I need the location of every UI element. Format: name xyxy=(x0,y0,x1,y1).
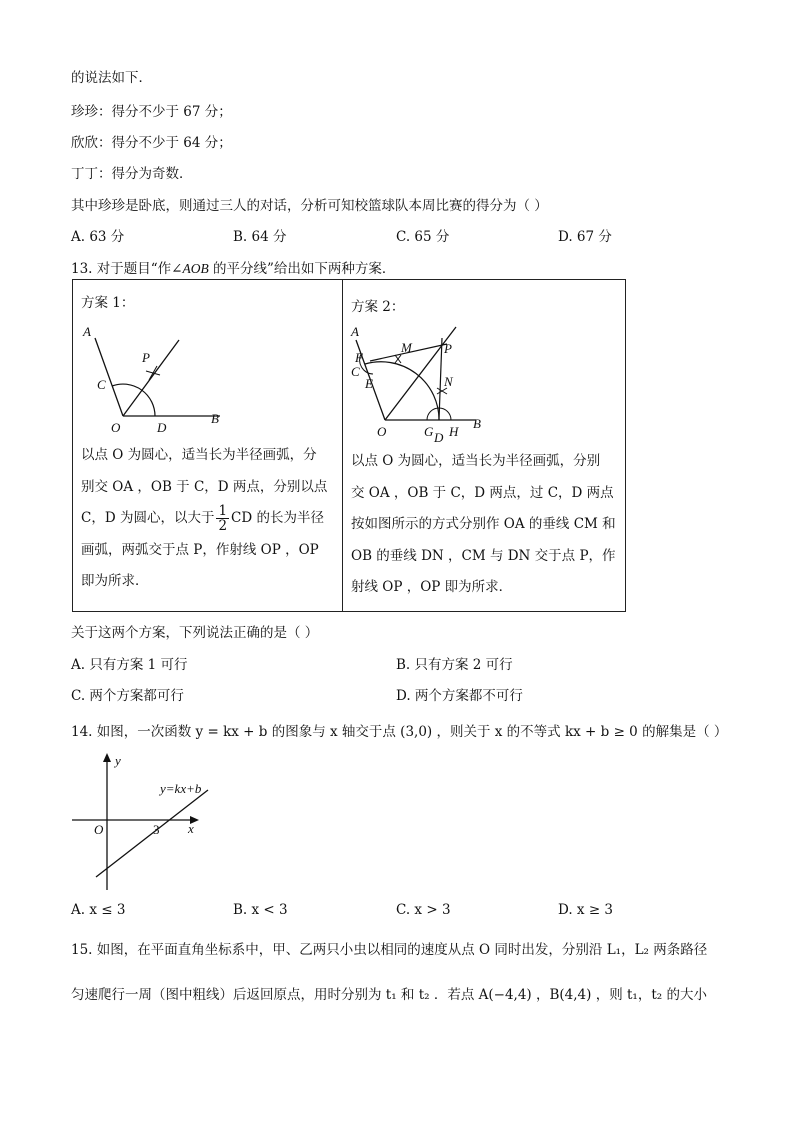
plan1-line3b: CD 的长为半径 xyxy=(231,510,324,526)
q13-option-d: D. 两个方案都不可行 xyxy=(396,688,523,704)
plan1-figure xyxy=(73,318,341,438)
q12-option-a: A. 63 分 xyxy=(71,229,125,245)
plan2-line3: 按如图所示的方式分别作 OA 的垂线 CM 和 xyxy=(351,516,616,532)
plan1-line4: 画弧，两弧交于点 P，作射线 OP ，OP xyxy=(81,541,319,558)
q14-label-origin: O xyxy=(94,822,104,837)
plan1-label-p: P xyxy=(142,350,150,365)
q12-option-d: D. 67 分 xyxy=(558,229,612,245)
q14-graph xyxy=(65,750,225,900)
q14-option-d: D. x ≥ 3 xyxy=(558,902,614,918)
plan2-text xyxy=(351,446,616,604)
plan1-fraction xyxy=(216,504,229,533)
plan2-figure xyxy=(343,322,623,442)
plan1-title: 方案 1： xyxy=(81,295,135,311)
plan2-label-o: O xyxy=(377,424,387,439)
plan1-line3a: C，D 为圆心，以大于 xyxy=(81,510,215,526)
q13-plans-table xyxy=(72,279,626,612)
plan1-line2: 别交 OA ，OB 于 C，D 两点，分别以点 xyxy=(81,478,328,495)
q13-stem-post: 的平分线”给出如下两种方案． xyxy=(208,261,396,277)
q14-label-3: 3 xyxy=(153,822,160,837)
plan2-label-a: A xyxy=(351,324,359,339)
plan1-line1: 以点 O 为圆心，适当长为半径画弧，分 xyxy=(81,447,317,463)
q12-line2: 珍珍：得分不少于 67 分； xyxy=(71,104,232,120)
plan2-label-h: H xyxy=(449,424,459,439)
plan2-line1: 以点 O 为圆心，适当长为半径画弧，分别 xyxy=(351,453,601,469)
plan2-title: 方案 2： xyxy=(351,299,405,315)
plan1-label-o: O xyxy=(111,420,121,435)
q14-stem: 14. 如图，一次函数 y = kx + b 的图象与 x 轴交于点 (3,0) ，则关于 x 的不等式 kx + b ≥ 0 的解集是（ ） xyxy=(71,724,728,740)
q13-stem xyxy=(71,257,395,277)
q15-line2: 匀速爬行一周（图中粗线）后返回原点，用时分别为 t₁ 和 t₂ ．若点 A(−4,4) ，B(4,4) ，则 t₁，t₂ 的大小 xyxy=(71,987,707,1003)
plan1-label-a: A xyxy=(83,324,91,339)
plan2-label-m: M xyxy=(401,340,412,355)
q13-option-b: B. 只有方案 2 可行 xyxy=(396,657,513,673)
plan1-line5: 即为所求． xyxy=(81,573,149,589)
q14-label-y: y xyxy=(115,753,121,768)
q14-option-b: B. x < 3 xyxy=(233,902,288,918)
q12-line4: 丁丁：得分为奇数． xyxy=(71,166,193,182)
q12-line3: 欣欣：得分不少于 64 分； xyxy=(71,135,232,151)
plan2-label-c: C xyxy=(351,364,360,379)
q12-option-b: B. 64 分 xyxy=(233,229,287,245)
q14-label-x: x xyxy=(188,821,194,836)
plan2-label-n: N xyxy=(444,374,453,389)
plan2-label-d: D xyxy=(434,430,444,442)
q14-option-a: A. x ≤ 3 xyxy=(71,902,126,918)
q13-stem-pre: 13. 对于题目“作∠ xyxy=(71,261,183,277)
plan2-label-g: G xyxy=(424,424,434,439)
plan1-text xyxy=(81,440,327,598)
plan2-label-f: F xyxy=(355,350,363,365)
plan2-line5: 射线 OP ，OP 即为所求． xyxy=(351,579,513,595)
plan2-label-e: E xyxy=(365,376,373,391)
q12-line1: 的说法如下． xyxy=(71,70,152,86)
plan2-label-p: P xyxy=(444,341,452,356)
plan2-line2: 交 OA ，OB 于 C，D 两点，过 C，D 两点 xyxy=(351,484,614,501)
plan2-line4: OB 的垂线 DN ，CM 与 DN 交于点 P，作 xyxy=(351,547,616,564)
q13-stem-var: AOB xyxy=(182,261,209,276)
q13-question: 关于这两个方案，下列说法正确的是（ ） xyxy=(71,625,319,641)
q14-line-label: y=kx+b xyxy=(160,781,202,796)
plan1-label-c: C xyxy=(97,377,106,392)
plan1-label-b: B xyxy=(211,411,219,426)
frac-den: 2 xyxy=(218,518,228,534)
q12-option-c: C. 65 分 xyxy=(396,229,450,245)
q14-option-c: C. x > 3 xyxy=(396,902,451,918)
q12-line5: 其中珍珍是卧底，则通过三人的对话，分析可知校篮球队本周比赛的得分为（ ） xyxy=(71,198,548,214)
plan2-label-b: B xyxy=(473,416,481,431)
frac-num: 1 xyxy=(218,503,228,519)
q13-option-c: C. 两个方案都可行 xyxy=(71,688,184,704)
q15-line1: 15. 如图，在平面直角坐标系中，甲、乙两只小虫以相同的速度从点 O 同时出发，分别沿 L₁，L₂ 两条路径 xyxy=(71,942,708,958)
q13-option-a: A. 只有方案 1 可行 xyxy=(71,657,188,673)
plan1-label-d: D xyxy=(157,420,167,435)
plan1-line3 xyxy=(81,503,327,535)
